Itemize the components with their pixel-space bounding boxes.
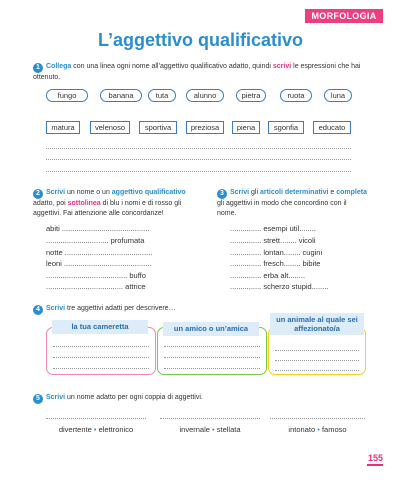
answer-line[interactable] xyxy=(53,368,149,369)
answer-line[interactable] xyxy=(164,346,260,347)
adjective-box[interactable]: piena xyxy=(232,121,260,134)
adjective-pair: intonato • famoso xyxy=(288,425,347,434)
section-tag: MORFOLOGIA xyxy=(305,9,383,23)
answer-line[interactable] xyxy=(275,360,359,361)
answer-line[interactable] xyxy=(53,357,149,358)
fill-in-line[interactable]: abiti .......................................... xyxy=(46,224,150,233)
fill-in-line[interactable]: .............................. profumata xyxy=(46,236,145,245)
fill-in-line[interactable]: notte .......................................... xyxy=(46,248,153,257)
adjective-pair: invernale • stellata xyxy=(179,425,241,434)
fill-in-line[interactable]: ..................................... attrice xyxy=(46,282,146,291)
answer-line[interactable] xyxy=(275,370,359,371)
page-title: L’aggettivo qualificativo xyxy=(97,30,304,50)
answer-line[interactable] xyxy=(46,171,351,172)
adjective-box[interactable]: preziosa xyxy=(186,121,224,134)
answer-line[interactable] xyxy=(46,418,146,419)
fill-in-line[interactable]: ............... esempi util........ xyxy=(230,224,316,233)
noun-box[interactable]: pietra xyxy=(236,89,266,102)
adjective-box[interactable]: sportiva xyxy=(139,121,177,134)
exercise-number: 2 xyxy=(33,189,43,199)
fill-in-line[interactable]: leoni .......................................... xyxy=(46,259,152,268)
answer-line[interactable] xyxy=(164,357,260,358)
card-label: la tua cameretta xyxy=(52,320,148,334)
fill-in-line[interactable]: ............... fresch........ bibite xyxy=(230,259,321,268)
answer-line[interactable] xyxy=(275,350,359,351)
exercise-number: 4 xyxy=(33,305,43,315)
card-label: un amico o un’amica xyxy=(163,322,259,336)
fill-in-line[interactable]: ............... strett........ vicoli xyxy=(230,236,316,245)
exercise-number: 1 xyxy=(33,63,43,73)
page-number: 155 xyxy=(367,453,383,463)
answer-line[interactable] xyxy=(46,148,351,149)
page-number-underline xyxy=(367,464,383,466)
adjective-box[interactable]: matura xyxy=(46,121,80,134)
noun-box[interactable]: alunno xyxy=(186,89,224,102)
exercise-number: 5 xyxy=(33,394,43,404)
exercise-5-instruction: 5 Scrivi un nome adatto per ogni coppia di aggettivi. xyxy=(33,393,363,404)
exercise-number: 3 xyxy=(217,189,227,199)
adjective-box[interactable]: sgonfia xyxy=(268,121,304,134)
noun-box[interactable]: tuta xyxy=(148,89,176,102)
fill-in-line[interactable]: ............... erba alt........ xyxy=(230,271,306,280)
fill-in-line[interactable]: ............... lontan........ cugini xyxy=(230,248,323,257)
exercise-2-instruction: 2 Scrivi un nome o un aggettivo qualificativo adatto, poi sottolinea di blu i nomi e di rosso gli aggettivi. Fai attenzione alle concordanze! xyxy=(33,189,186,217)
fill-in-line[interactable]: ....................................... buffo xyxy=(46,271,146,280)
noun-box[interactable]: ruota xyxy=(280,89,312,102)
noun-box[interactable]: fungo xyxy=(46,89,88,102)
adjective-pair: divertente • elettronico xyxy=(58,425,134,434)
exercise-4-instruction: 4 Scrivi tre aggettivi adatti per descrivere… xyxy=(33,304,363,315)
noun-box[interactable]: banana xyxy=(100,89,142,102)
answer-line[interactable] xyxy=(164,368,260,369)
adjective-box[interactable]: educato xyxy=(313,121,351,134)
exercise-3-instruction: 3 Scrivi gli articoli determinativi e completa gli aggettivi in modo che concordino con il nome. xyxy=(217,189,367,217)
adjective-box[interactable]: velenoso xyxy=(90,121,130,134)
answer-line[interactable] xyxy=(46,159,351,160)
answer-line[interactable] xyxy=(270,418,365,419)
fill-in-line[interactable]: ............... scherzo stupid........ xyxy=(230,282,329,291)
card-label: un animale al quale sei affezionato/a xyxy=(270,313,364,335)
noun-box[interactable]: luna xyxy=(324,89,352,102)
answer-line[interactable] xyxy=(53,346,149,347)
answer-line[interactable] xyxy=(160,418,260,419)
description-card-pink[interactable] xyxy=(46,327,156,375)
exercise-1-instruction: 1 Collega con una linea ogni nome all’aggettivo qualificativo adatto, quindi scrivi le espressioni che hai ottenuto. xyxy=(33,63,361,81)
